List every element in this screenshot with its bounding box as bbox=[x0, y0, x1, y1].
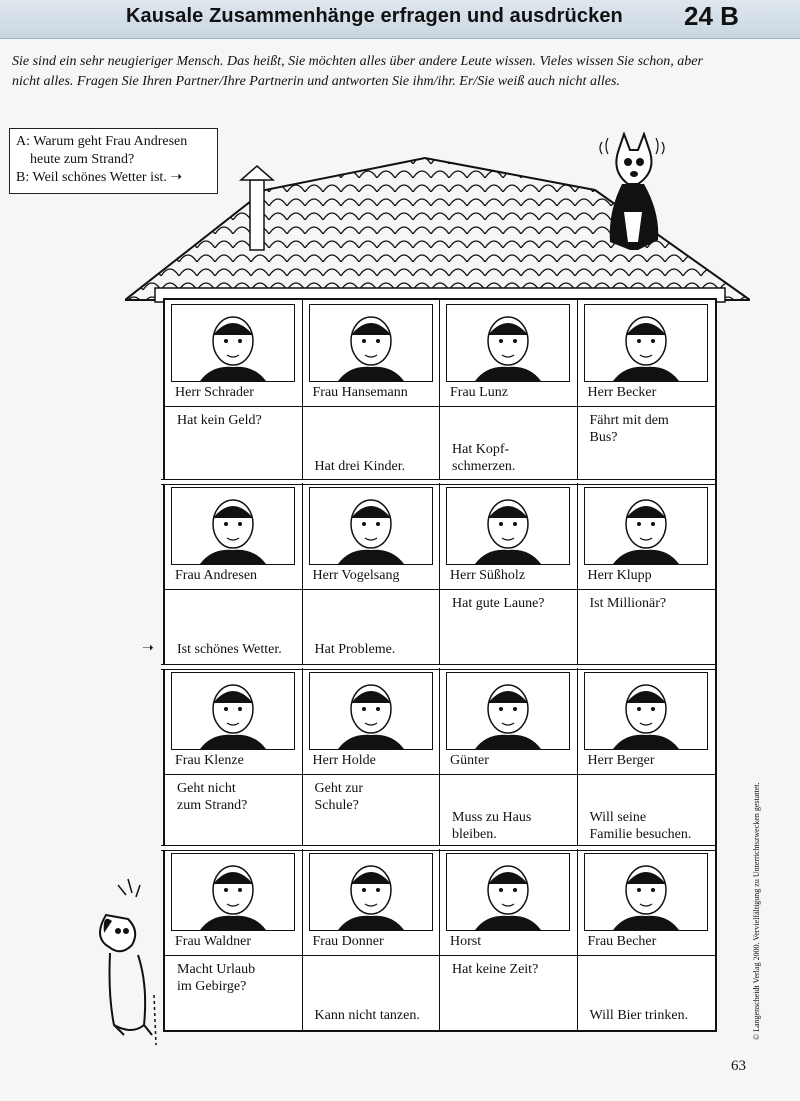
resident-portrait bbox=[584, 672, 708, 750]
marker-arrow: ➝ bbox=[142, 641, 154, 656]
resident-info-cell bbox=[165, 406, 303, 481]
resident-name: Frau Waldner bbox=[175, 934, 251, 949]
resident-name: Herr Berger bbox=[587, 753, 655, 768]
resident-answer: Ist schönes Wetter. bbox=[177, 642, 282, 657]
resident-portrait bbox=[584, 487, 708, 565]
resident-portrait-cell bbox=[578, 668, 716, 774]
resident-portrait bbox=[171, 672, 295, 750]
resident-question: Macht Urlaub im Gebirge? bbox=[177, 962, 256, 994]
resident-portrait bbox=[171, 853, 295, 931]
resident-portrait bbox=[446, 304, 570, 382]
resident-portrait-cell bbox=[578, 300, 716, 406]
resident-info-cell bbox=[303, 955, 441, 1030]
resident-answer: Muss zu Haus bleiben. bbox=[452, 810, 532, 842]
resident-question: Geht nicht zum Strand? bbox=[177, 781, 248, 813]
resident-answer: Will Bier trinken. bbox=[589, 1008, 689, 1023]
resident-question: Hat kein Geld? bbox=[177, 413, 262, 428]
resident-question: Geht zur Schule? bbox=[314, 781, 364, 813]
resident-portrait-cell bbox=[165, 668, 303, 774]
resident-name: Frau Andresen bbox=[175, 568, 258, 583]
resident-info-cell bbox=[578, 406, 716, 481]
instructions: Sie sind ein sehr neugieriger Mensch. Das heißt, Sie möchten alles über andere Leute wissen. Vieles wissen Sie schon, aber nicht alles. Fragen Sie Ihren Partner/Ihre Partnerin und antworten Sie ihm/ihr. Er/Sie weiß auch nicht alles. bbox=[12, 54, 703, 89]
resident-portrait-cell bbox=[303, 668, 441, 774]
resident-portrait-cell bbox=[165, 300, 303, 406]
page-number: 63 bbox=[731, 1058, 746, 1074]
resident-question: Hat keine Zeit? bbox=[452, 962, 539, 977]
resident-name: Herr Süßholz bbox=[450, 568, 526, 583]
resident-portrait-cell bbox=[440, 483, 578, 589]
resident-portrait-cell bbox=[165, 849, 303, 955]
resident-portrait-cell bbox=[578, 849, 716, 955]
resident-info-cell bbox=[303, 406, 441, 481]
resident-name: Frau Donner bbox=[312, 934, 384, 949]
resident-question: Hat gute Laune? bbox=[452, 596, 545, 611]
resident-name: Frau Lunz bbox=[450, 385, 508, 400]
resident-name: Frau Klenze bbox=[175, 753, 244, 768]
resident-portrait-cell bbox=[303, 849, 441, 955]
resident-info-cell bbox=[578, 955, 716, 1030]
resident-name: Herr Klupp bbox=[587, 568, 652, 583]
resident-portrait-cell bbox=[440, 668, 578, 774]
dialog-line-question: A: Warum geht Frau Andresen bbox=[16, 134, 188, 149]
resident-info-cell bbox=[440, 955, 578, 1030]
resident-info-cell bbox=[165, 589, 303, 664]
resident-name: Herr Vogelsang bbox=[312, 568, 400, 583]
resident-portrait bbox=[309, 487, 433, 565]
resident-info-cell bbox=[165, 774, 303, 849]
resident-portrait bbox=[446, 487, 570, 565]
resident-portrait bbox=[171, 487, 295, 565]
resident-info-cell bbox=[578, 774, 716, 849]
resident-answer: Kann nicht tanzen. bbox=[314, 1008, 420, 1023]
resident-question: Ist Millionär? bbox=[589, 596, 667, 611]
unit-badge: 24 B bbox=[684, 1, 739, 31]
resident-name: Günter bbox=[450, 753, 489, 768]
resident-name: Herr Holde bbox=[312, 753, 376, 768]
resident-question: Fährt mit dem Bus? bbox=[589, 413, 669, 445]
resident-portrait bbox=[309, 672, 433, 750]
resident-portrait-cell bbox=[165, 483, 303, 589]
resident-answer: Hat drei Kinder. bbox=[314, 459, 406, 474]
resident-portrait bbox=[309, 853, 433, 931]
resident-name: Horst bbox=[450, 934, 482, 949]
resident-portrait-cell bbox=[440, 849, 578, 955]
resident-portrait-cell bbox=[303, 300, 441, 406]
resident-info-cell bbox=[578, 589, 716, 664]
house-grid bbox=[163, 298, 717, 1032]
page-header bbox=[0, 0, 800, 39]
resident-name: Frau Hansemann bbox=[312, 385, 408, 400]
resident-portrait bbox=[446, 853, 570, 931]
resident-answer: Hat Probleme. bbox=[314, 642, 396, 657]
dog-illustration bbox=[88, 875, 170, 1050]
resident-portrait-cell bbox=[303, 483, 441, 589]
resident-portrait-cell bbox=[578, 483, 716, 589]
resident-info-cell bbox=[440, 774, 578, 849]
resident-portrait bbox=[584, 853, 708, 931]
resident-portrait bbox=[446, 672, 570, 750]
resident-portrait-cell bbox=[440, 300, 578, 406]
resident-portrait bbox=[309, 304, 433, 382]
page-title: Kausale Zusammenhänge erfragen und ausdrücken bbox=[126, 5, 623, 27]
resident-answer: Hat Kopf- schmerzen. bbox=[452, 442, 516, 474]
resident-portrait bbox=[584, 304, 708, 382]
resident-info-cell bbox=[440, 406, 578, 481]
dialog-line-question-cont: heute zum Strand? bbox=[30, 152, 135, 167]
resident-name: Herr Becker bbox=[587, 385, 657, 400]
dialog-line-answer: B: Weil schönes Wetter ist. ➝ bbox=[16, 170, 183, 185]
resident-answer: Will seine Familie besuchen. bbox=[589, 810, 692, 842]
resident-info-cell bbox=[303, 589, 441, 664]
resident-info-cell bbox=[440, 589, 578, 664]
resident-name: Herr Schrader bbox=[175, 385, 254, 400]
copyright-note: © Langenscheidt Verlag 2000. Vervielfältigung zu Unterrichtszwecken gestattet. bbox=[752, 782, 761, 1040]
cat-illustration bbox=[598, 132, 668, 282]
resident-info-cell bbox=[303, 774, 441, 849]
resident-info-cell bbox=[165, 955, 303, 1030]
resident-name: Frau Becher bbox=[587, 934, 657, 949]
resident-portrait bbox=[171, 304, 295, 382]
